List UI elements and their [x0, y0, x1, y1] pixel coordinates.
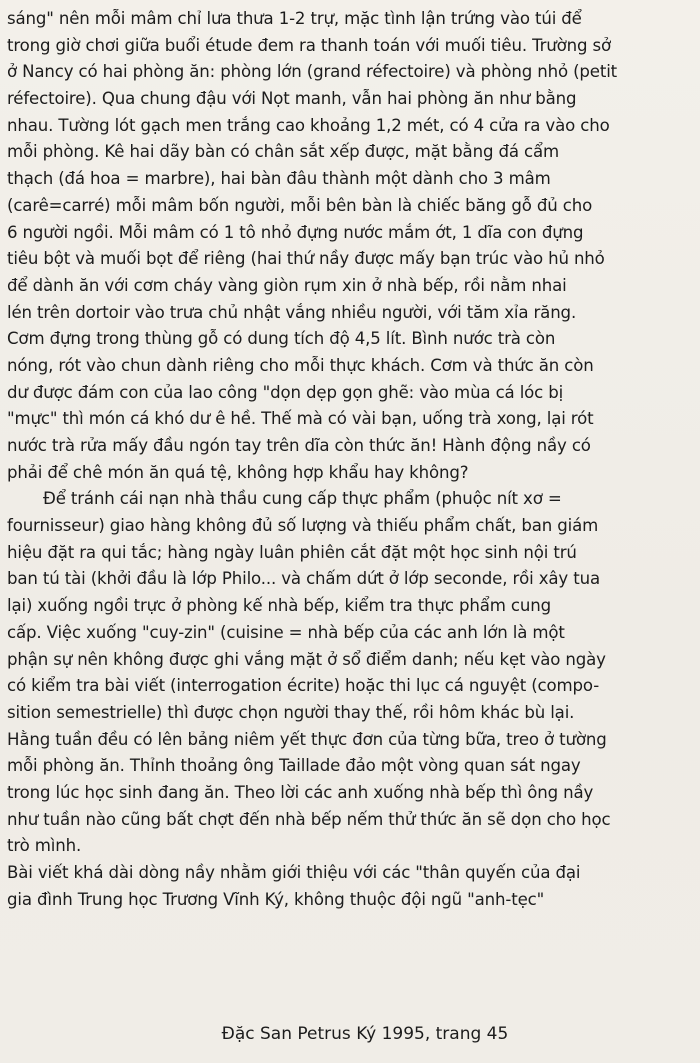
- paragraph-start-line: Để tránh cái nạn nhà thầu cung cấp thực phẩm (phuộc nít xơ =: [43, 489, 562, 509]
- text-line: mỗi phòng. Kê hai dãy bàn có chân sắt xếp được, mặt bằng đá cẩm: [7, 142, 559, 162]
- text-line: Cơm đựng trong thùng gỗ có dung tích độ 4,5 lít. Bình nước trà còn: [7, 329, 556, 349]
- text-line: gia đình Trung học Trương Vĩnh Ký, không thuộc đội ngũ "anh-tẹc": [7, 889, 545, 909]
- text-line: tiêu bột và muối bọt để riêng (hai thứ nầy được mấy bạn trúc vào hủ nhỏ: [7, 249, 605, 269]
- text-line: ban tú tài (khởi đầu là lớp Philo... và chấm dứt ở lớp seconde, rồi xây tua: [7, 569, 600, 589]
- text-line: trong lúc học sinh đang ăn. Theo lời các anh xuống nhà bếp thì ông nầy: [7, 782, 594, 802]
- article-body: [7, 6, 697, 913]
- text-line: trò mình.: [7, 836, 82, 856]
- text-line: sition semestrielle) thì được chọn người thay thế, rồi hôm khác bù lại.: [7, 702, 575, 722]
- text-line: réfectoire). Qua chung đậu với Nọt manh, vẫn hai phòng ăn như bằng: [7, 89, 577, 109]
- text-line: mỗi phòng ăn. Thỉnh thoảng ông Taillade đảo một vòng quan sát ngay: [7, 756, 581, 776]
- text-line: như tuần nào cũng bất chợt đến nhà bếp nếm thử thức ăn sẽ dọn cho học: [7, 809, 611, 829]
- text-line: dư được đám con của lao công "dọn dẹp gọn ghẽ: vào mùa cá lóc bị: [7, 382, 564, 402]
- text-line: nhau. Tường lót gạch men trắng cao khoảng 1,2 mét, có 4 cửa ra vào cho: [7, 115, 610, 135]
- text-line: nước trà rửa mấy đầu ngón tay trên dĩa còn thức ăn! Hành động nầy có: [7, 436, 591, 455]
- text-line: có kiểm tra bài viết (interrogation écrite) hoặc thi lục cá nguyệt (compo-: [7, 676, 600, 696]
- text-line: cấp. Việc xuống "cuy-zin" (cuisine = nhà bếp của các anh lớn là một: [7, 622, 565, 642]
- text-line: trong giờ chơi giữa buổi étude đem ra thanh toán với muối tiêu. Trường sở: [7, 35, 612, 55]
- text-line: lại) xuống ngồi trực ở phòng kế nhà bếp, kiểm tra thực phẩm cung: [7, 596, 551, 616]
- text-line: fournisseur) giao hàng không đủ số lượng và thiếu phẩm chất, ban giám: [7, 516, 599, 536]
- text-line: phải để chê món ăn quá tệ, không hợp khẩu hay không?: [7, 462, 469, 482]
- text-line: "mực" thì món cá khó dư ê hề. Thế mà có vài bạn, uống trà xong, lại rót: [7, 409, 594, 429]
- text-line: hiệu đặt ra qui tắc; hàng ngày luân phiên cắt đặt một học sinh nội trú: [7, 542, 577, 562]
- paragraph-start-line: Hằng tuần đều có lên bảng niêm yết thực đơn của từng bữa, treo ở tường: [7, 729, 607, 749]
- text-line: nóng, rót vào chun dành riêng cho mỗi thực khách. Cơm và thức ăn còn: [7, 355, 594, 375]
- text-line: sáng" nên mỗi mâm chỉ lưa thưa 1-2 trự, mặc tình lận trứng vào túi để: [7, 9, 582, 28]
- text-line: phận sự nên không được ghi vắng mặt ở sổ điểm danh; nếu kẹt vào ngày: [7, 649, 606, 669]
- text-line: thạch (đá hoa = marbre), hai bàn đâu thành một dành cho 3 mâm: [7, 169, 551, 189]
- page-footer: Đặc San Petrus Ký 1995, trang 45: [221, 1024, 509, 1044]
- paragraph-start-line: Bài viết khá dài dòng nầy nhằm giới thiệu với các "thân quyến của đại: [7, 863, 581, 882]
- text-line: 6 người ngồi. Mỗi mâm có 1 tô nhỏ đựng nước mắm ớt, 1 dĩa con đựng: [7, 222, 584, 242]
- text-line: để dành ăn với cơm cháy vàng giòn rụm xin ở nhà bếp, rồi nằm nhai: [7, 275, 567, 295]
- text-line: lén trên dortoir vào trưa chủ nhật vắng nhiều người, với tăm xỉa răng.: [7, 302, 577, 322]
- text-line: ở Nancy có hai phòng ăn: phòng lớn (grand réfectoire) và phòng nhỏ (petit: [7, 62, 618, 82]
- text-line: (carê=carré) mỗi mâm bốn người, mỗi bên bàn là chiếc băng gỗ đủ cho: [7, 195, 593, 215]
